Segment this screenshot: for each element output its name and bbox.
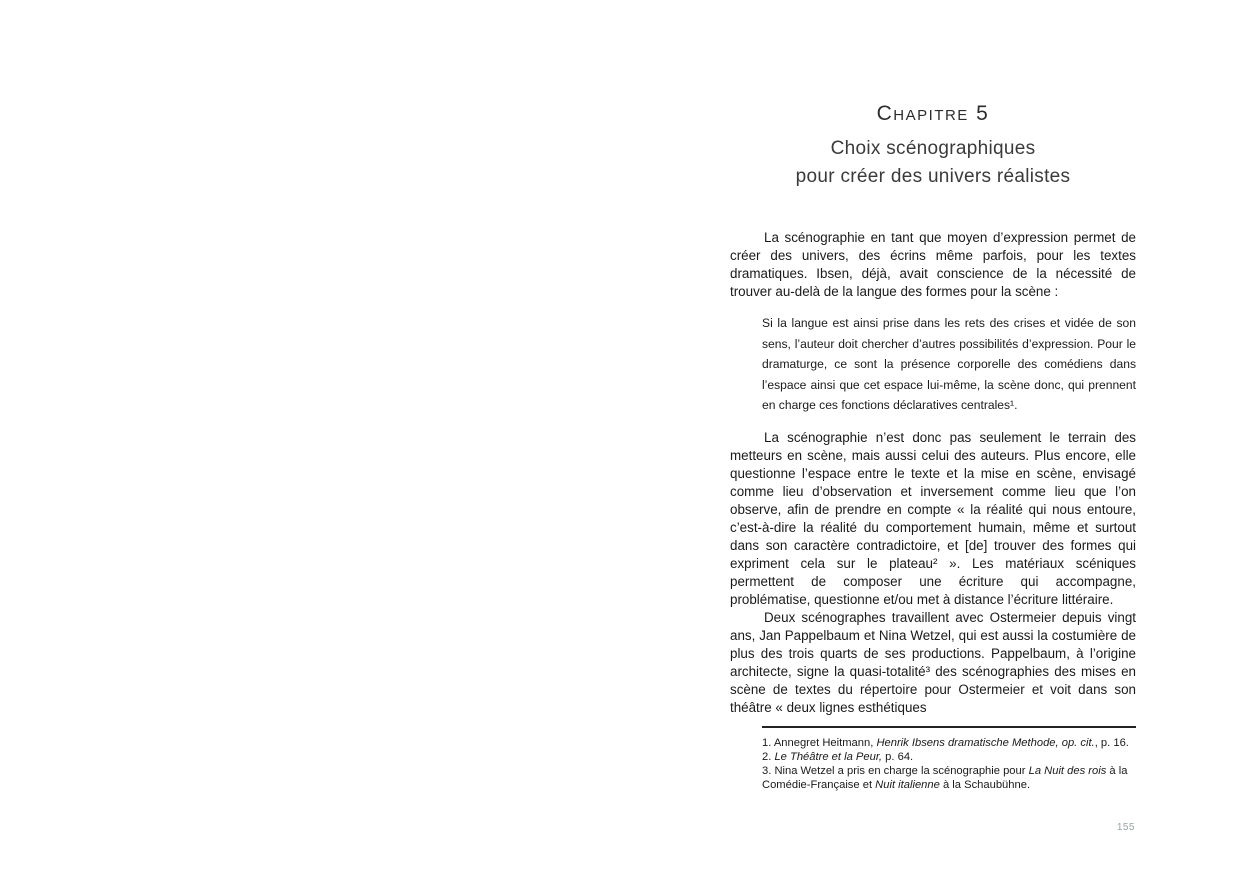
footnote [762, 764, 1136, 792]
footnote-divider [762, 726, 1136, 728]
chapter-title-line-2: pour créer des univers réalistes [795, 166, 1071, 187]
footnote [762, 736, 1136, 750]
footnote-text: p. 64. [882, 751, 914, 763]
chapter-label: Chapitre 5 [876, 102, 990, 125]
footnote-text: 3. Nina Wetzel a pris en charge la scénographie pour [762, 765, 1029, 777]
footnote-text: , p. 16. [1094, 737, 1129, 749]
chapter-title [730, 135, 1136, 191]
footnote-text: 1. Annegret Heitmann, [762, 737, 877, 749]
footnote-text: à la Comédie-Française et [762, 765, 1128, 791]
content-column [730, 102, 1136, 717]
chapter-title-line-1: Choix scénographiques [830, 138, 1036, 159]
footnote [762, 750, 1136, 764]
paragraph: La scénographie n’est donc pas seulement le terrain des metteurs en scène, mais aussi celui des auteurs. Plus encore, elle questionne l’espace entre le texte et la mise en scène, envisagé comme lieu d’observation et inversement comme lieu que l’on observe, afin de prendre en compte « la réalité qui nous entoure, c’est-à-dire la réalité du comportement humain, même et surtout dans son caractère contradictoire, et [de] trouver des formes qui expriment cela sur le plateau² ». Les matériaux scéniques permettent de composer une écriture qui accompagne, problématise, questionne et/ou met à distance l’écriture littéraire. [730, 429, 1136, 607]
paragraph: La scénographie en tant que moyen d’expression permet de créer des univers, des écrins même parfois, pour les textes dramatiques. Ibsen, déjà, avait conscience de la nécessité de trouver au-delà de la langue des formes pour la scène : [730, 230, 1136, 299]
footnote-italic-title: La Nuit des rois [1028, 765, 1107, 777]
footnote-text: 2. [762, 751, 775, 763]
paragraph: Deux scénographes travaillent avec Ostermeier depuis vingt ans, Jan Pappelbaum et Nina Wetzel, qui est aussi la costumière de plus des trois quarts de ses productions. Pappelbaum, à l’origine architecte, signe la quasi-totalité³ des scénographies des mises en scène de textes du répertoire pour Ostermeier et voit dans son théâtre « deux lignes esthétiques [730, 609, 1136, 715]
footnote-italic-title: Henrik Ibsens dramatische Methode, op. cit. [876, 737, 1095, 749]
footnote-italic-title: Nuit italienne [875, 779, 940, 791]
body-text [730, 229, 1136, 717]
footnotes-block [762, 726, 1136, 792]
footnote-text: à la Schaubühne. [939, 779, 1031, 791]
page-number: 155 [1116, 822, 1135, 833]
footnote-italic-title: Le Théâtre et la Peur, [774, 751, 883, 763]
block-quote: Si la langue est ainsi prise dans les rets des crises et vidée de son sens, l’auteur doit chercher d’autres possibilités d’expression. Pour le dramaturge, ce sont la présence corporelle des comédiens dans l’espace ainsi que cet espace lui-même, la scène donc, qui prennent en charge ces fonctions déclaratives centrales¹. [762, 316, 1136, 412]
